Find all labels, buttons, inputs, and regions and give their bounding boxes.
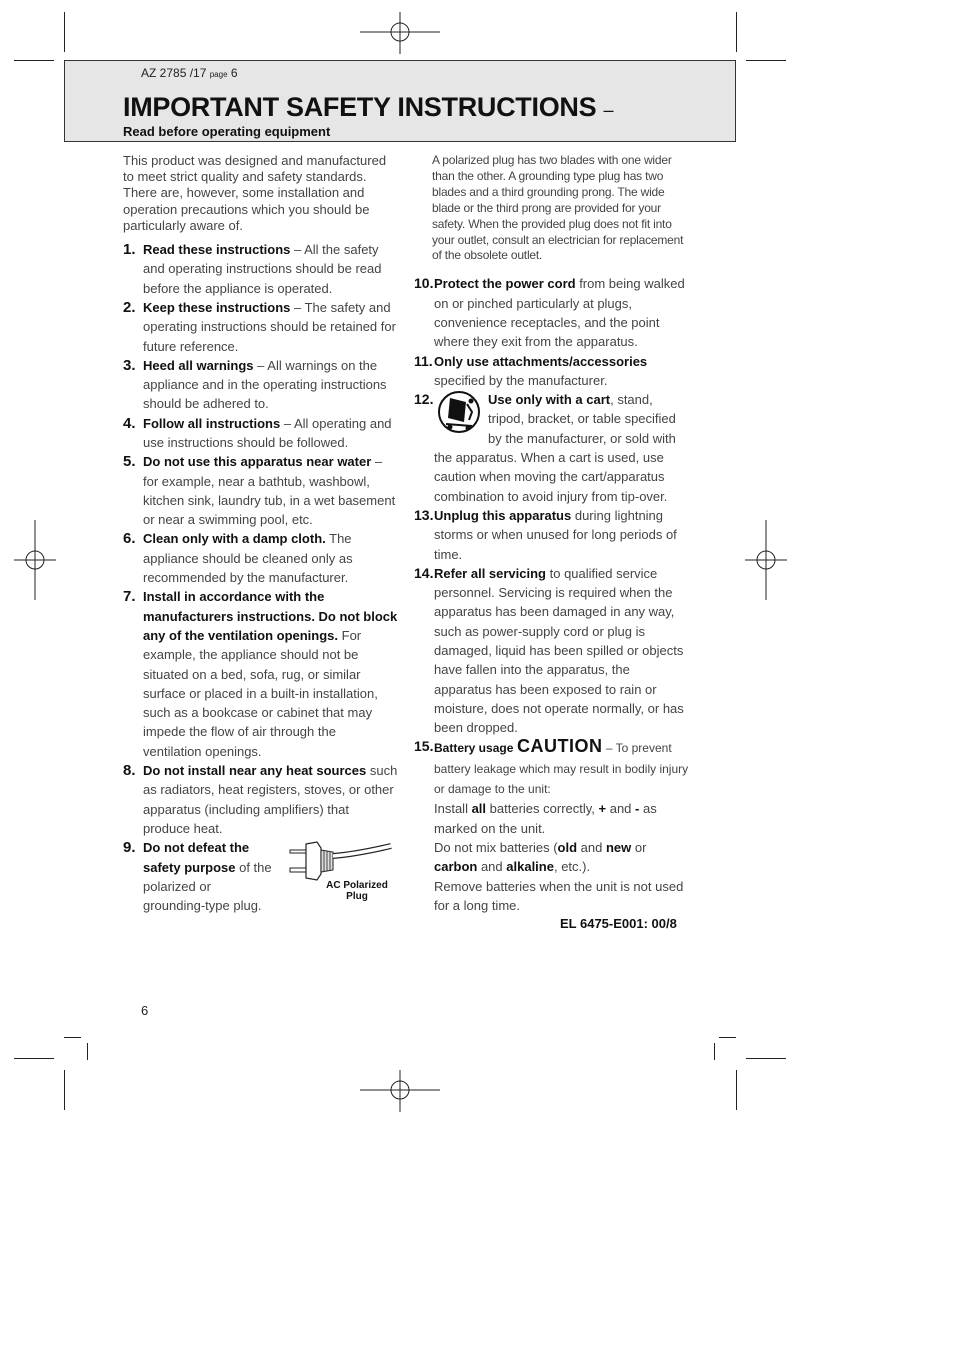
item-text: from being walked on or pinched particularly at plugs, convenience receptacles, and the point where they exit from the apparatus.: [434, 276, 685, 350]
page-reference: [141, 66, 238, 80]
item-heading: Read these instructions: [143, 242, 291, 258]
item-number: 3.: [123, 356, 136, 374]
battery-text: and: [606, 801, 636, 817]
page-word: page: [209, 70, 228, 79]
list-item: [414, 506, 690, 564]
battery-text: Do not mix batteries (: [434, 839, 558, 855]
battery-bold: all: [471, 801, 487, 817]
item-heading: Only use attachments/accessories: [434, 353, 648, 369]
item-text: to qualified service personnel. Servicing is required when the apparatus has been damaged in any way, such as power-supply cord or plug is damaged, liquid has been spilled or objects have fallen into the apparatus, the apparatus has been exposed to rain or moisture, does not operate normally, or has been dropped.: [434, 565, 684, 736]
list-item: [123, 761, 398, 838]
list-item: [123, 414, 398, 453]
item-text: – The safety and operating instructions should be retained for future reference.: [143, 299, 396, 354]
battery-text: as marked on the unit.: [434, 801, 657, 836]
polarized-plug-note: A polarized plug has two blades with one wider than the other. A grounding type plug has two blades and a third grounding prong. The wide blade or the third prong are provided for your safety. When the provided plug does not fit into your outlet, consult an electrician for replacement of the obsolete outlet.: [432, 153, 684, 263]
page-title: [123, 92, 613, 123]
list-item: [414, 274, 690, 351]
list-item: [414, 352, 690, 391]
title-text: IMPORTANT SAFETY INSTRUCTIONS: [123, 92, 597, 122]
item-text: – All warnings on the appliance and in the operating instructions should be adhered to.: [143, 357, 387, 412]
item-heading: Install in accordance with the manufacturers instructions. Do not block any of the ventilation openings.: [143, 589, 398, 643]
item-number: 10.: [414, 275, 434, 292]
item-number: 8.: [123, 762, 136, 780]
item-heading: Do not defeat the safety purpose: [143, 840, 250, 875]
intro-paragraph: This product was designed and manufactured to meet strict quality and safety standards. There are, however, some installation and operation precautions which you should be particularly aware of.: [123, 153, 387, 233]
plus-sign: +: [598, 801, 607, 817]
item-number: 12.: [414, 391, 434, 408]
battery-bold: old: [557, 839, 578, 855]
page-ref-number: 6: [230, 66, 238, 80]
item-text: such as radiators, heat registers, stoves, or other apparatus (including amplifiers) that produce heat.: [143, 763, 398, 836]
registration-mark-bottom: [360, 1070, 440, 1112]
crop-mark: [714, 1043, 715, 1060]
item-text: – To prevent battery leakage which may result in bodily injury or damage to the unit:: [434, 741, 689, 797]
crop-mark: [64, 1037, 81, 1038]
list-item: [123, 298, 398, 356]
item-heading: Refer all servicing: [434, 565, 546, 581]
crop-mark: [746, 1058, 786, 1059]
item-heading: Follow all instructions: [143, 415, 281, 431]
item-text: – All operating and use instructions should be followed.: [143, 415, 392, 450]
item-text: For example, the appliance should not be situated on a bed, sofa, rug, or similar surface or placed in a built-in installation, such as a bookcase or cabinet that may impede the flow of air through the ventilation openings.: [143, 627, 378, 759]
crop-mark: [64, 1070, 65, 1110]
list-item: [123, 529, 398, 587]
item-heading: Battery usage: [434, 741, 514, 756]
list-item: [414, 564, 690, 738]
crop-mark: [14, 60, 54, 61]
item-heading: Clean only with a damp cloth.: [143, 531, 326, 547]
item-heading: Protect the power cord: [434, 276, 576, 292]
item-number: 7.: [123, 588, 136, 606]
item-number: 6.: [123, 530, 136, 548]
crop-mark: [736, 1070, 737, 1110]
list-item: [123, 452, 398, 529]
list-item: [123, 240, 398, 298]
battery-text: Install: [434, 801, 472, 817]
minus-sign: -: [635, 801, 640, 817]
model-number: AZ 2785 /17: [141, 66, 207, 80]
battery-text: , etc.).: [553, 859, 591, 875]
page-subtitle: Read before operating equipment: [123, 124, 331, 139]
battery-text: Remove batteries when the unit is not used for a long time.: [434, 878, 684, 913]
crop-mark: [746, 60, 786, 61]
right-column: [414, 153, 690, 915]
document-code: EL 6475-E001: 00/8: [560, 916, 677, 931]
item-text: – All the safety and operating instructions should be read before the appliance is operated.: [143, 242, 382, 296]
battery-text: and: [477, 859, 507, 875]
item-number: 13.: [414, 506, 434, 523]
caution-label: CAUTION: [517, 736, 603, 757]
battery-text: or: [631, 839, 647, 855]
crop-mark: [736, 12, 737, 52]
list-item: [123, 587, 398, 761]
item-text: The appliance should be cleaned only as recommended by the manufacturer.: [143, 531, 353, 586]
item-number: 15.: [414, 738, 434, 755]
item-number: 9.: [123, 839, 136, 857]
item-text: specified by the manufacturer.: [434, 372, 608, 388]
item-number: 4.: [123, 414, 136, 432]
item-text: – for example, near a bathtub, washbowl, kitchen sink, laundry tub, in a wet basement or near a swimming pool, etc.: [143, 454, 396, 528]
item-number: 11.: [414, 352, 433, 369]
item-number: 14.: [414, 564, 434, 581]
plug-label: AC Polarized Plug: [326, 880, 388, 902]
battery-bold: alkaline: [506, 859, 554, 875]
battery-bold: new: [605, 839, 632, 855]
battery-bold: carbon: [434, 859, 478, 875]
battery-text: and: [577, 839, 606, 855]
battery-text: batteries correctly,: [486, 801, 599, 817]
item-text: during lightning storms or when unused for long periods of time.: [434, 507, 677, 562]
item-number: 1.: [123, 241, 136, 259]
crop-mark: [14, 1058, 54, 1059]
item-heading: Keep these instructions: [143, 299, 291, 315]
item-heading: Unplug this apparatus: [434, 507, 572, 523]
item-heading: Heed all warnings: [143, 357, 254, 373]
item-heading: Do not use this apparatus near water: [143, 454, 372, 470]
list-item: [414, 390, 690, 506]
left-column: [123, 153, 398, 915]
ac-plug-icon: [287, 838, 395, 884]
registration-mark-left: [14, 520, 56, 600]
list-item: [123, 356, 398, 414]
page-number: 6: [141, 1003, 149, 1018]
item-heading: Do not install near any heat sources: [143, 763, 367, 779]
registration-mark-right: [745, 520, 787, 600]
item-heading: Use only with a cart: [488, 392, 611, 408]
item-number: 2.: [123, 298, 136, 316]
item-number: 5.: [123, 453, 136, 471]
item-text: , stand, tripod, bracket, or table specified by the manufacturer, or sold with the apparatus. When a cart is used, use caution when moving the cart/apparatus combination to avoid injury from tip-over.: [434, 392, 676, 504]
registration-mark-top: [360, 12, 440, 54]
crop-mark: [87, 1043, 88, 1060]
title-dash: –: [603, 100, 614, 120]
crop-mark: [64, 12, 65, 52]
list-item: [414, 737, 690, 915]
cart-tip-over-warning-icon: [436, 390, 482, 434]
crop-mark: [719, 1037, 736, 1038]
item-text: of the polarized or grounding-type plug.: [143, 859, 272, 914]
